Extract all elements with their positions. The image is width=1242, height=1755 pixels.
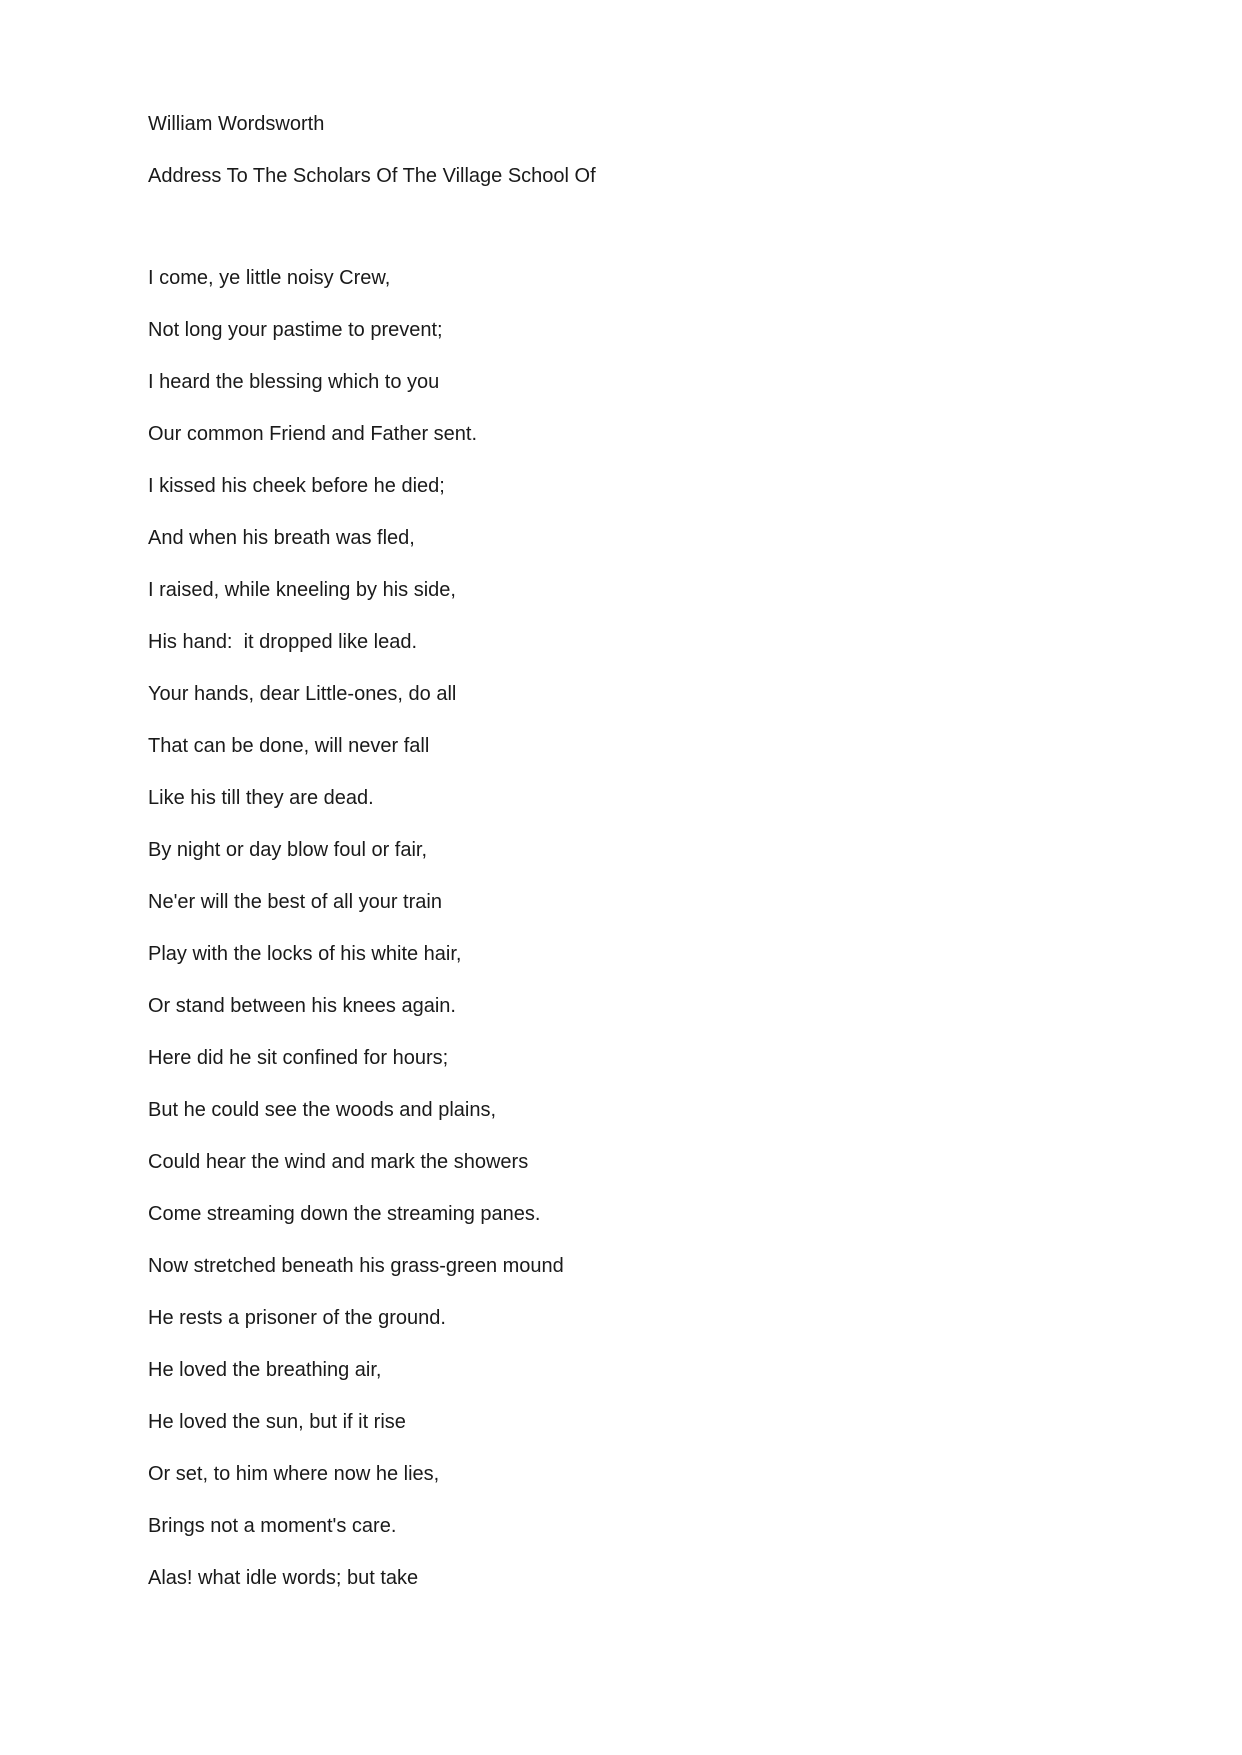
poem-line: Your hands, dear Little-ones, do all xyxy=(148,683,457,705)
poem-line: I come, ye little noisy Crew, xyxy=(148,267,391,289)
poem-line: He rests a prisoner of the ground. xyxy=(148,1307,446,1329)
poem-title: Address To The Scholars Of The Village School Of xyxy=(148,165,596,187)
poem-line: Or set, to him where now he lies, xyxy=(148,1463,440,1485)
poem-line: Come streaming down the streaming panes. xyxy=(148,1203,541,1225)
poem-line: That can be done, will never fall xyxy=(148,735,430,757)
poem-line: Here did he sit confined for hours; xyxy=(148,1047,449,1069)
poem-line: Alas! what idle words; but take xyxy=(148,1567,419,1589)
poem-line: By night or day blow foul or fair, xyxy=(148,839,428,861)
poem-line: Could hear the wind and mark the showers xyxy=(148,1151,529,1173)
author-name: William Wordsworth xyxy=(148,113,325,135)
poem-line: Or stand between his knees again. xyxy=(148,995,456,1017)
poem-line: Like his till they are dead. xyxy=(148,787,374,809)
poem-line: I kissed his cheek before he died; xyxy=(148,475,445,497)
poem-line: Brings not a moment's care. xyxy=(148,1515,397,1537)
poem-line: Our common Friend and Father sent. xyxy=(148,423,478,445)
poem-line: But he could see the woods and plains, xyxy=(148,1099,497,1121)
poem-line: His hand: it dropped like lead. xyxy=(148,631,418,653)
poem-line: And when his breath was fled, xyxy=(148,527,415,549)
poem-line: Now stretched beneath his grass-green mound xyxy=(148,1255,564,1277)
poem-line: Play with the locks of his white hair, xyxy=(148,943,462,965)
poem-line: Ne'er will the best of all your train xyxy=(148,891,442,913)
poem-line: He loved the breathing air, xyxy=(148,1359,382,1381)
poem-line: I raised, while kneeling by his side, xyxy=(148,579,456,601)
poem-line: Not long your pastime to prevent; xyxy=(148,319,443,341)
poem-line: I heard the blessing which to you xyxy=(148,371,440,393)
poem-line: He loved the sun, but if it rise xyxy=(148,1411,406,1433)
